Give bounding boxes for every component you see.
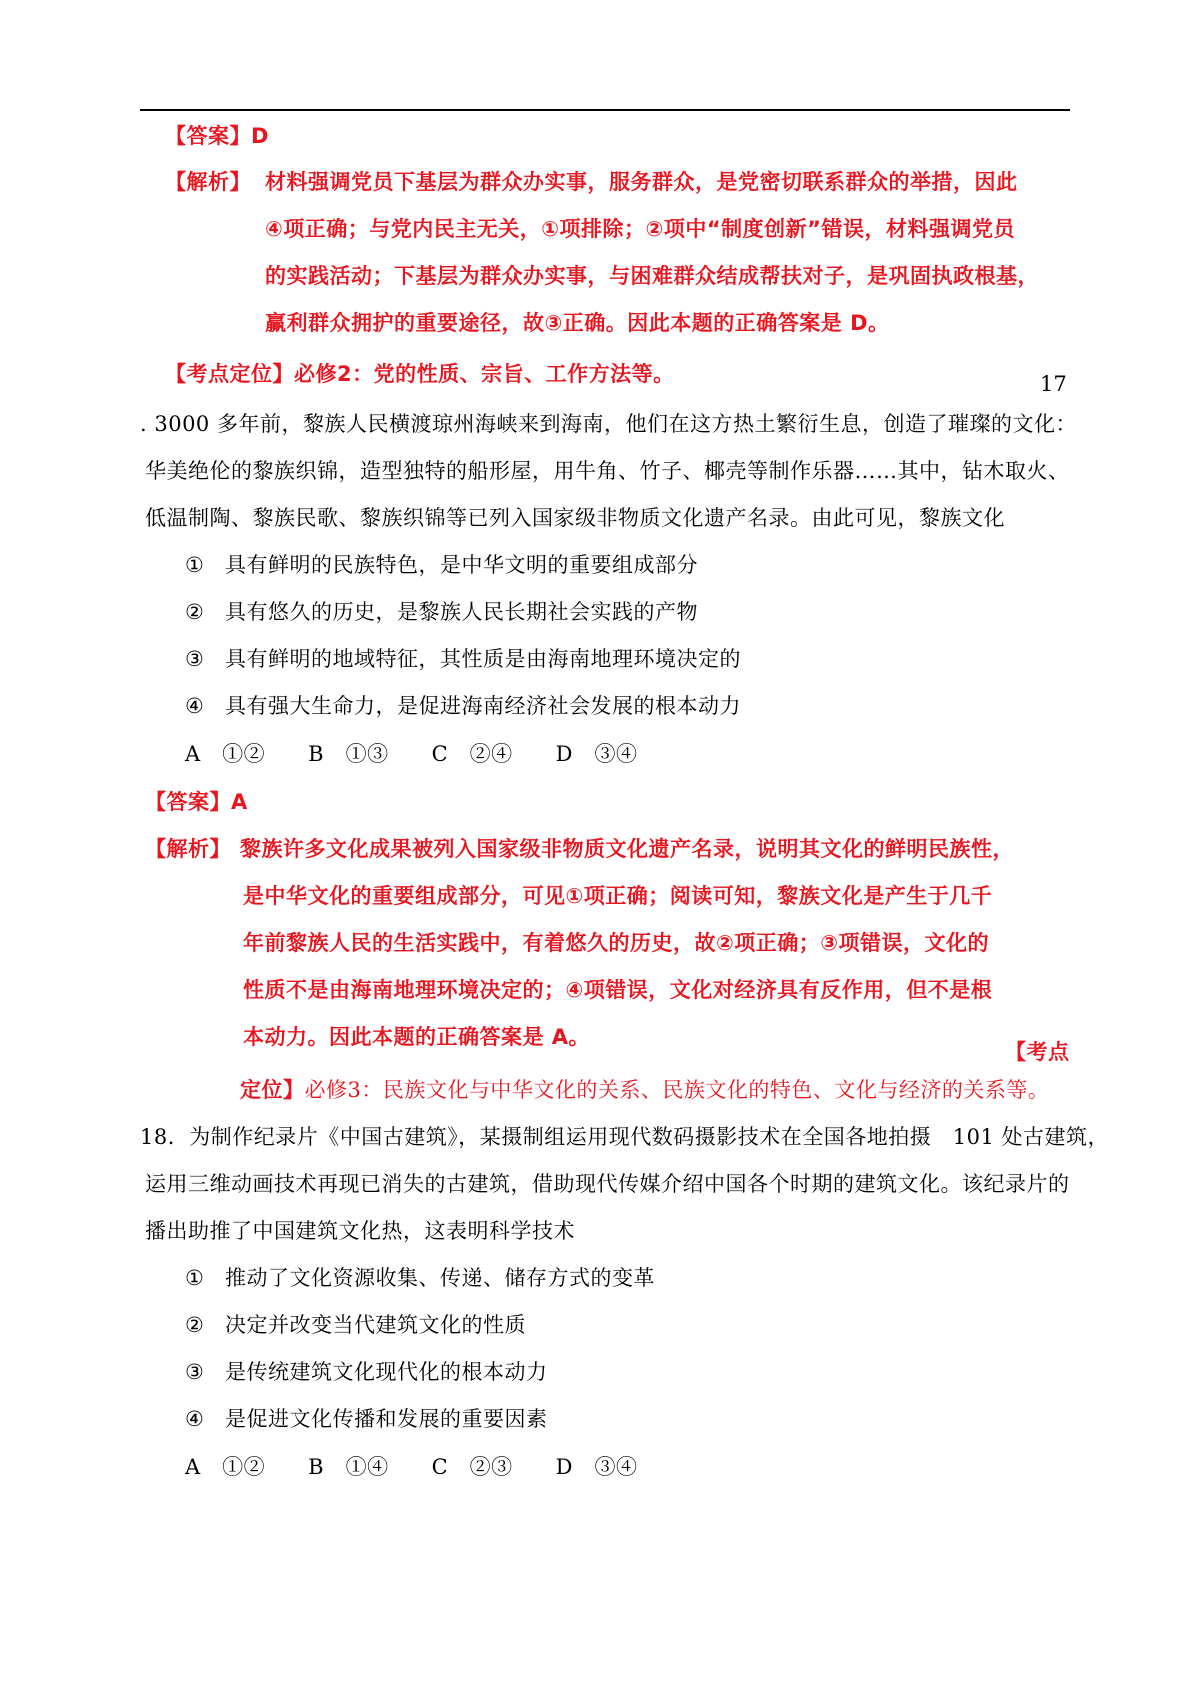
q17-answer: 【答案】A	[145, 790, 248, 814]
q18-option-2: ② 决定并改变当代建筑文化的性质	[185, 1313, 526, 1337]
q17-option-2: ② 具有悠久的历史，是黎族人民长期社会实践的产物	[185, 600, 698, 624]
q17-kaodian-label-a: 【考点	[1005, 1040, 1070, 1064]
q17-stem-line-3: 低温制陶、黎族民歌、黎族织锦等已列入国家级非物质文化遗产名录。由此可见，黎族文化	[145, 506, 1005, 530]
q18-option-3: ③ 是传统建筑文化现代化的根本动力	[185, 1360, 548, 1384]
q18-option-1: ① 推动了文化资源收集、传递、储存方式的变革	[185, 1266, 655, 1290]
q16-kaodian: 【考点定位】必修2：党的性质、宗旨、工作方法等。	[165, 362, 675, 386]
q16-analysis-line-3: 的实践活动；下基层为群众办实事，与困难群众结成帮扶对子，是巩固执政根基，	[265, 264, 1039, 288]
q18-choices: A ①② B ①④ C ②③ D ③④	[185, 1455, 638, 1479]
q17-analysis-line-5: 本动力。因此本题的正确答案是 A。	[243, 1025, 591, 1049]
q17-kaodian: 定位】必修3：民族文化与中华文化的关系、民族文化的特色、文化与经济的关系等。	[240, 1077, 1050, 1102]
q16-answer: 【答案】D	[165, 124, 269, 148]
q18-option-4: ④ 是促进文化传播和发展的重要因素	[185, 1407, 548, 1431]
q17-number: 17	[1040, 372, 1067, 396]
q17-option-1: ① 具有鲜明的民族特色，是中华文明的重要组成部分	[185, 553, 698, 577]
q17-option-3: ③ 具有鲜明的地域特征，其性质是由海南地理环境决定的	[185, 647, 741, 671]
q18-stem-line-1: 18．为制作纪录片《中国古建筑》，某摄制组运用现代数码摄影技术在全国各地拍摄 101 处古建筑，	[140, 1125, 1109, 1149]
q17-stem-line-1: . 3000 多年前，黎族人民横渡琼州海峡来到海南，他们在这方热土繁衍生息，创造了璀璨的文化：	[140, 412, 1077, 436]
q16-analysis-label: 【解析】	[165, 170, 251, 194]
header-rule	[140, 109, 1070, 111]
q18-stem-line-3: 播出助推了中国建筑文化热，这表明科学技术	[145, 1219, 575, 1243]
q17-analysis-line-2: 是中华文化的重要组成部分，可见①项正确；阅读可知，黎族文化是产生于几千	[243, 884, 993, 908]
q16-analysis-line-4: 赢利群众拥护的重要途径，故③正确。因此本题的正确答案是 D。	[265, 311, 890, 335]
q17-analysis-line-3: 年前黎族人民的生活实践中，有着悠久的历史，故②项正确；③项错误，文化的	[243, 931, 990, 955]
q16-analysis-line-1: 材料强调党员下基层为群众办实事，服务群众，是党密切联系群众的举措，因此	[265, 170, 1018, 194]
q16-analysis-line-2: ④项正确；与党内民主无关，①项排除；②项中“制度创新”错误，材料强调党员	[265, 217, 1015, 241]
q17-option-4: ④ 具有强大生命力，是促进海南经济社会发展的根本动力	[185, 694, 741, 718]
q17-analysis-label: 【解析】	[145, 837, 231, 861]
q17-analysis-line-1: 黎族许多文化成果被列入国家级非物质文化遗产名录，说明其文化的鲜明民族性，	[240, 837, 1014, 861]
q18-stem-line-2: 运用三维动画技术再现已消失的古建筑，借助现代传媒介绍中国各个时期的建筑文化。该纪录片的	[145, 1172, 1070, 1196]
q17-analysis-line-4: 性质不是由海南地理环境决定的；④项错误，文化对经济具有反作用，但不是根	[243, 978, 993, 1002]
q17-stem-line-2: 华美绝伦的黎族织锦，造型独特的船形屋，用牛角、竹子、椰壳等制作乐器……其中，钻木取火、	[145, 459, 1070, 483]
q17-choices: A ①② B ①③ C ②④ D ③④	[185, 742, 638, 766]
